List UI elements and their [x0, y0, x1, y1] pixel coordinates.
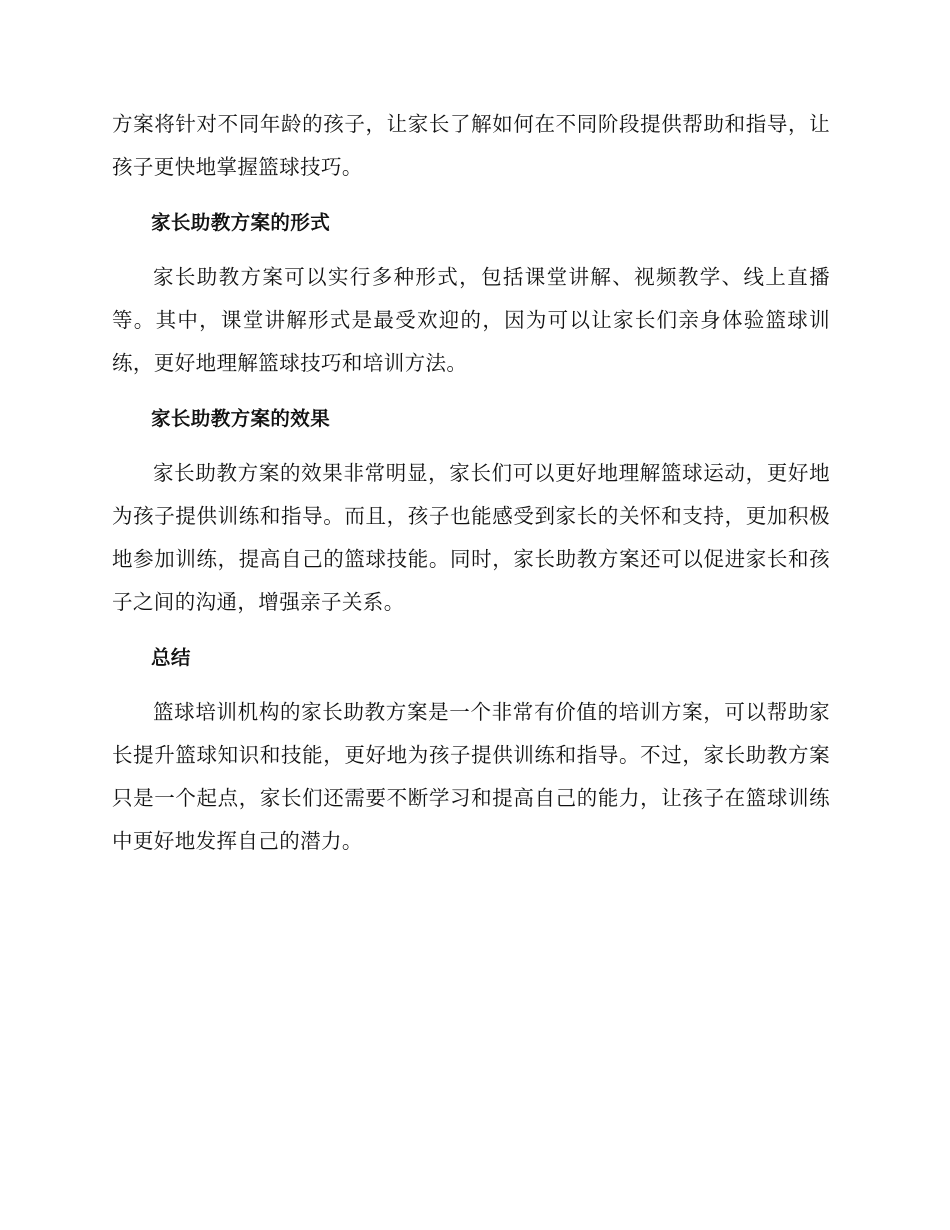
paragraph-effect: 家长助教方案的效果非常明显，家长们可以更好地理解篮球运动，更好地为孩子提供训练和指导。而且，孩子也能感受到家长的关怀和支持，更加积极地参加训练，提高自己的篮球技能。同时，家长助教方案还可以促进家长和孩子之间的沟通，增强亲子关系。 — [112, 461, 830, 614]
paragraph-format: 家长助教方案可以实行多种形式，包括课堂讲解、视频教学、线上直播等。其中，课堂讲解形式是最受欢迎的，因为可以让家长们亲身体验篮球训练，更好地理解篮球技巧和培训方法。 — [112, 265, 830, 375]
section-heading-effect: 家长助教方案的效果 — [151, 407, 331, 430]
paragraph-continued: 方案将针对不同年龄的孩子，让家长了解如何在不同阶段提供帮助和指导，让孩子更快地掌握篮球技巧。 — [112, 112, 830, 179]
paragraph-summary: 篮球培训机构的家长助教方案是一个非常有价值的培训方案，可以帮助家长提升篮球知识和技能，更好地为孩子提供训练和指导。不过，家长助教方案只是一个起点，家长们还需要不断学习和提高自己的能力，让孩子在篮球训练中更好地发挥自己的潜力。 — [112, 700, 830, 853]
document-page — [112, 103, 830, 875]
section-heading-format: 家长助教方案的形式 — [151, 211, 331, 234]
section-heading-summary: 总结 — [151, 646, 191, 669]
